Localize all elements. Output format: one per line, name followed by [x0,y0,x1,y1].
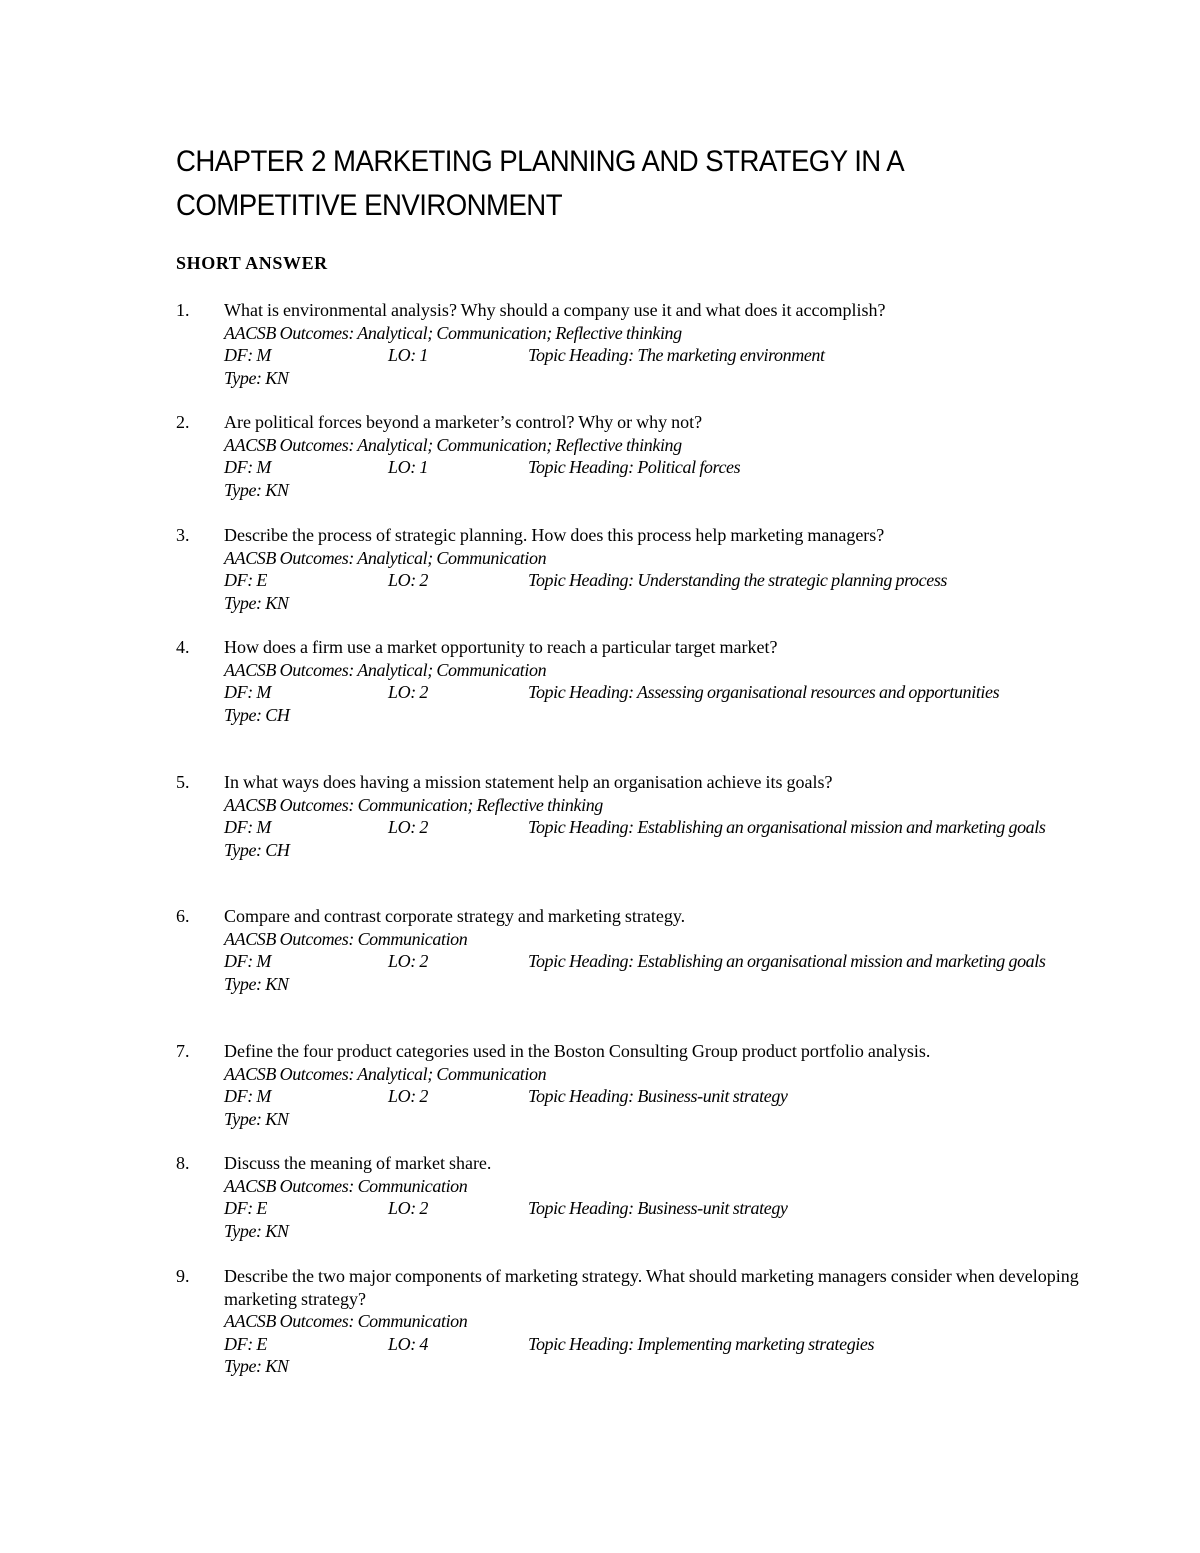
question-body [224,524,1084,614]
aacsb-outcomes: AACSB Outcomes: Analytical; Communication; Reflective thinking [224,322,682,343]
question-text: How does a firm use a market opportunity to reach a particular target market? [224,637,778,657]
aacsb-outcomes: AACSB Outcomes: Analytical; Communication [224,1063,547,1084]
difficulty: DF: M [224,345,271,366]
question-body [224,1152,1084,1242]
question-body [224,299,1084,389]
question-meta-line [224,456,1084,479]
difficulty: DF: M [224,457,271,478]
question-number: 4. [176,637,190,657]
question-type: Type: KN [224,1108,289,1129]
question-type: Type: KN [224,973,289,994]
question-number: 8. [176,1153,190,1173]
question-text: Define the four product categories used in the Boston Consulting Group product portfolio analysis. [224,1041,931,1061]
aacsb-outcomes: AACSB Outcomes: Communication; Reflective thinking [224,794,603,815]
difficulty: DF: M [224,817,271,838]
question-text: Discuss the meaning of market share. [224,1153,492,1173]
learning-objective: LO: 2 [388,817,429,838]
difficulty: DF: M [224,682,271,703]
question-body [224,1040,1084,1130]
question-text: Compare and contrast corporate strategy and marketing strategy. [224,906,686,926]
question-meta-line [224,344,1084,367]
question-body [224,636,1084,726]
question-meta-line [224,1333,1084,1356]
topic-heading: Topic Heading: The marketing environment [528,345,825,366]
question-type: Type: KN [224,367,289,388]
learning-objective: LO: 2 [388,1198,429,1219]
question-number: 9. [176,1266,190,1286]
question-meta-line [224,681,1084,704]
question-meta-line [224,569,1084,592]
question-body [224,1265,1084,1378]
question-type: Type: KN [224,1356,289,1377]
topic-heading: Topic Heading: Establishing an organisational mission and marketing goals [528,951,1046,972]
question-meta-line [224,816,1084,839]
question-type: Type: KN [224,479,289,500]
question-type: Type: KN [224,1220,289,1241]
learning-objective: LO: 4 [388,1333,429,1354]
question-number: 2. [176,412,190,432]
difficulty: DF: M [224,1086,271,1107]
question-body [224,411,1084,501]
question-meta-line [224,1197,1084,1220]
question-text: What is environmental analysis? Why should a company use it and what does it accomplish? [224,300,886,320]
topic-heading: Topic Heading: Understanding the strategic planning process [528,570,948,591]
question-text: Are political forces beyond a marketer’s control? Why or why not? [224,412,703,432]
question-body [224,771,1084,861]
learning-objective: LO: 2 [388,570,429,591]
question-number: 7. [176,1041,190,1061]
learning-objective: LO: 2 [388,682,429,703]
topic-heading: Topic Heading: Establishing an organisational mission and marketing goals [528,817,1046,838]
difficulty: DF: E [224,1198,267,1219]
aacsb-outcomes: AACSB Outcomes: Communication [224,928,468,949]
question-meta-line [224,950,1084,973]
question-body [224,905,1084,995]
learning-objective: LO: 2 [388,1086,429,1107]
learning-objective: LO: 2 [388,951,429,972]
learning-objective: LO: 1 [388,345,429,366]
aacsb-outcomes: AACSB Outcomes: Communication [224,1175,468,1196]
topic-heading: Topic Heading: Implementing marketing strategies [528,1333,875,1354]
question-meta-line [224,1085,1084,1108]
learning-objective: LO: 1 [388,457,429,478]
question-text: In what ways does having a mission statement help an organisation achieve its goals? [224,772,833,792]
question-text: Describe the two major components of marketing strategy. What should marketing managers consider when developing marketing strategy? [224,1266,1079,1309]
topic-heading: Topic Heading: Political forces [528,457,741,478]
aacsb-outcomes: AACSB Outcomes: Analytical; Communication [224,547,547,568]
difficulty: DF: E [224,570,267,591]
aacsb-outcomes: AACSB Outcomes: Analytical; Communication [224,659,547,680]
difficulty: DF: E [224,1333,267,1354]
question-number: 3. [176,525,190,545]
difficulty: DF: M [224,951,271,972]
chapter-title: CHAPTER 2 MARKETING PLANNING AND STRATEGY IN A COMPETITIVE ENVIRONMENT [176,145,903,222]
question-type: Type: CH [224,704,290,725]
question-type: Type: CH [224,839,290,860]
topic-heading: Topic Heading: Business-unit strategy [528,1198,788,1219]
question-number: 5. [176,772,190,792]
question-number: 1. [176,300,190,320]
question-text: Describe the process of strategic planning. How does this process help marketing managers? [224,525,885,545]
topic-heading: Topic Heading: Assessing organisational resources and opportunities [528,682,1000,703]
question-type: Type: KN [224,592,289,613]
aacsb-outcomes: AACSB Outcomes: Analytical; Communication; Reflective thinking [224,434,682,455]
question-number: 6. [176,906,190,926]
aacsb-outcomes: AACSB Outcomes: Communication [224,1311,468,1332]
section-heading: SHORT ANSWER [176,253,328,273]
topic-heading: Topic Heading: Business-unit strategy [528,1086,788,1107]
